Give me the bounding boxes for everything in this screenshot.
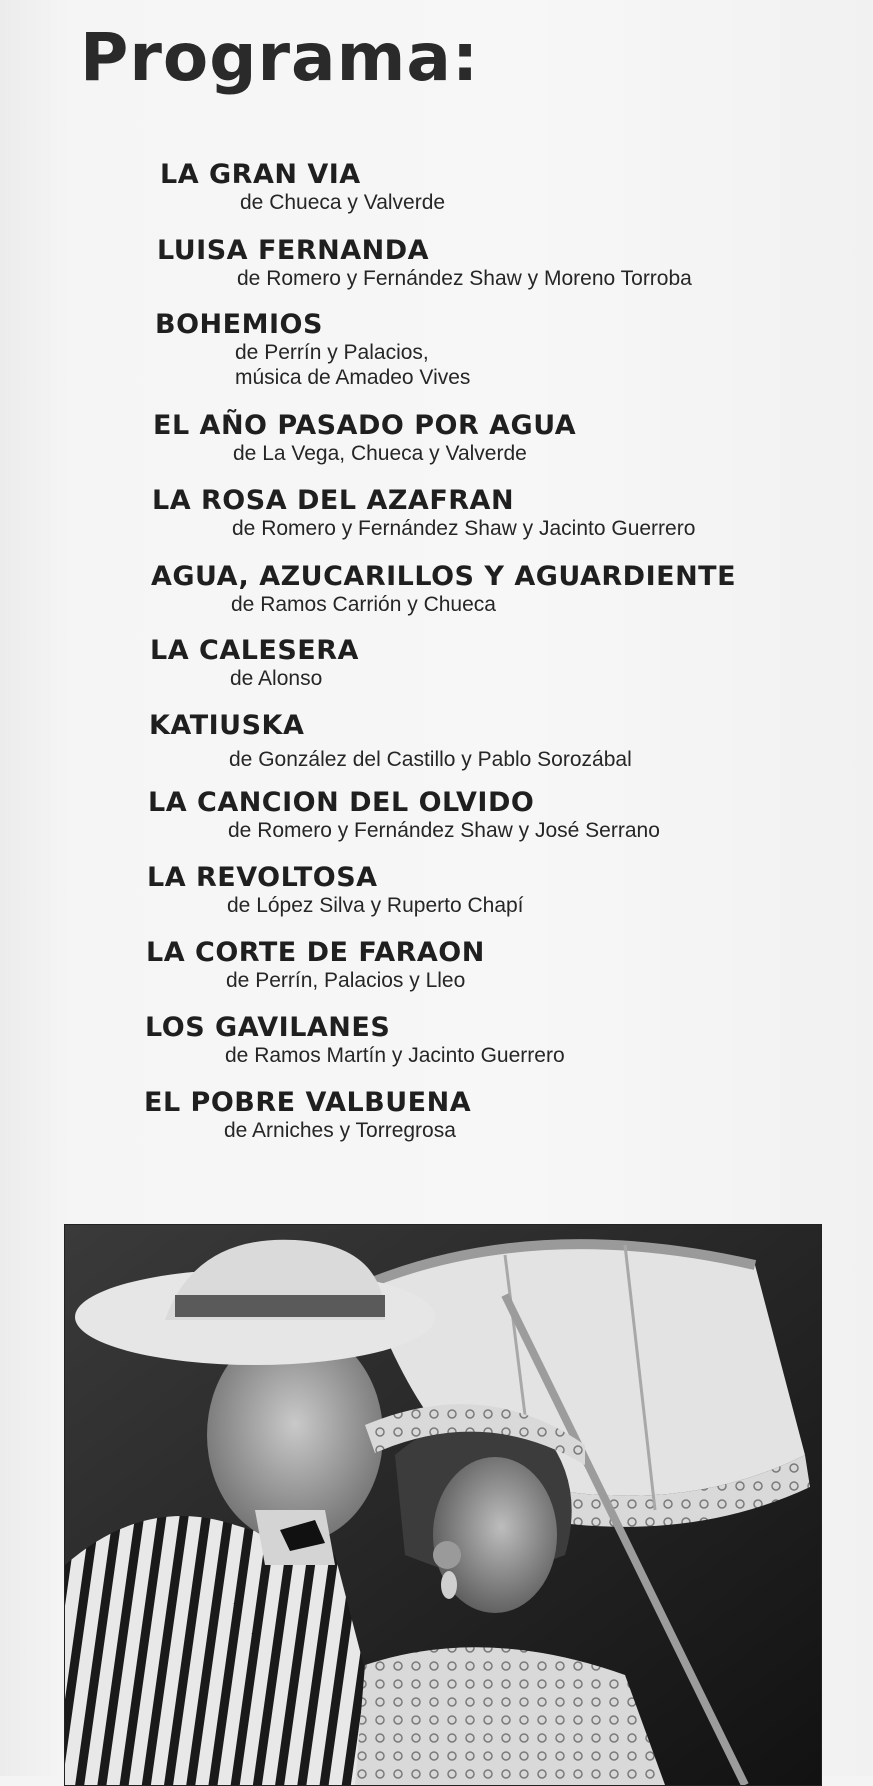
program-entry-7 [150,636,359,691]
entry-title: LA CALESERA [150,635,359,666]
entry-credit: de La Vega, Chueca y Valverde [233,442,527,465]
program-entry-10 [147,863,524,918]
entry-title: LA ROSA DEL AZAFRAN [152,485,515,516]
program-entry-4 [153,411,576,466]
entry-title: EL AÑO PASADO POR AGUA [153,410,577,441]
performers-photo [64,1224,822,1786]
entry-credit: de Romero y Fernández Shaw y Jacinto Guerrero [232,517,696,540]
program-entry-5 [152,486,695,541]
entry-credit: de Perrín y Palacios, [235,341,429,364]
entry-title: LUISA FERNANDA [157,235,430,266]
entry-credit: de Arniches y Torregrosa [224,1119,456,1142]
program-entry-9 [148,788,660,843]
entry-title: BOHEMIOS [155,309,323,340]
entry-title: LA GRAN VIA [160,159,361,190]
entry-credit: música de Amadeo Vives [235,366,471,389]
program-entry-3 [155,310,470,390]
program-entry-1 [160,160,445,215]
entry-title: EL POBRE VALBUENA [144,1087,472,1118]
entry-credit: de Perrín, Palacios y Lleo [226,969,466,992]
entry-credit: de Romero y Fernández Shaw y Moreno Torroba [237,267,692,290]
program-entry-8 [149,711,632,772]
entry-title: LA CANCION DEL OLVIDO [148,787,535,818]
program-entry-11 [146,938,485,993]
entry-title: AGUA, AZUCARILLOS Y AGUARDIENTE [151,561,737,592]
entry-credit: de Alonso [230,667,323,690]
program-entry-13 [144,1088,471,1143]
photo-illustration [65,1225,821,1785]
entry-credit: de Ramos Martín y Jacinto Guerrero [225,1044,565,1067]
entry-credit: de Ramos Carrión y Chueca [231,593,496,616]
entry-credit: de Romero y Fernández Shaw y José Serrano [228,819,660,842]
entry-title: LA CORTE DE FARAON [146,937,485,968]
page-title: Programa: [80,19,480,96]
entry-credit: de López Silva y Ruperto Chapí [227,894,524,917]
entry-title: KATIUSKA [149,710,305,741]
entry-credit: de Chueca y Valverde [240,191,446,214]
program-entry-12 [145,1013,565,1068]
program-entry-2 [157,236,692,291]
entry-credit: de González del Castillo y Pablo Sorozábal [229,748,632,771]
entry-title: LA REVOLTOSA [147,862,378,893]
entry-title: LOS GAVILANES [145,1012,391,1043]
program-entry-6 [151,562,736,617]
